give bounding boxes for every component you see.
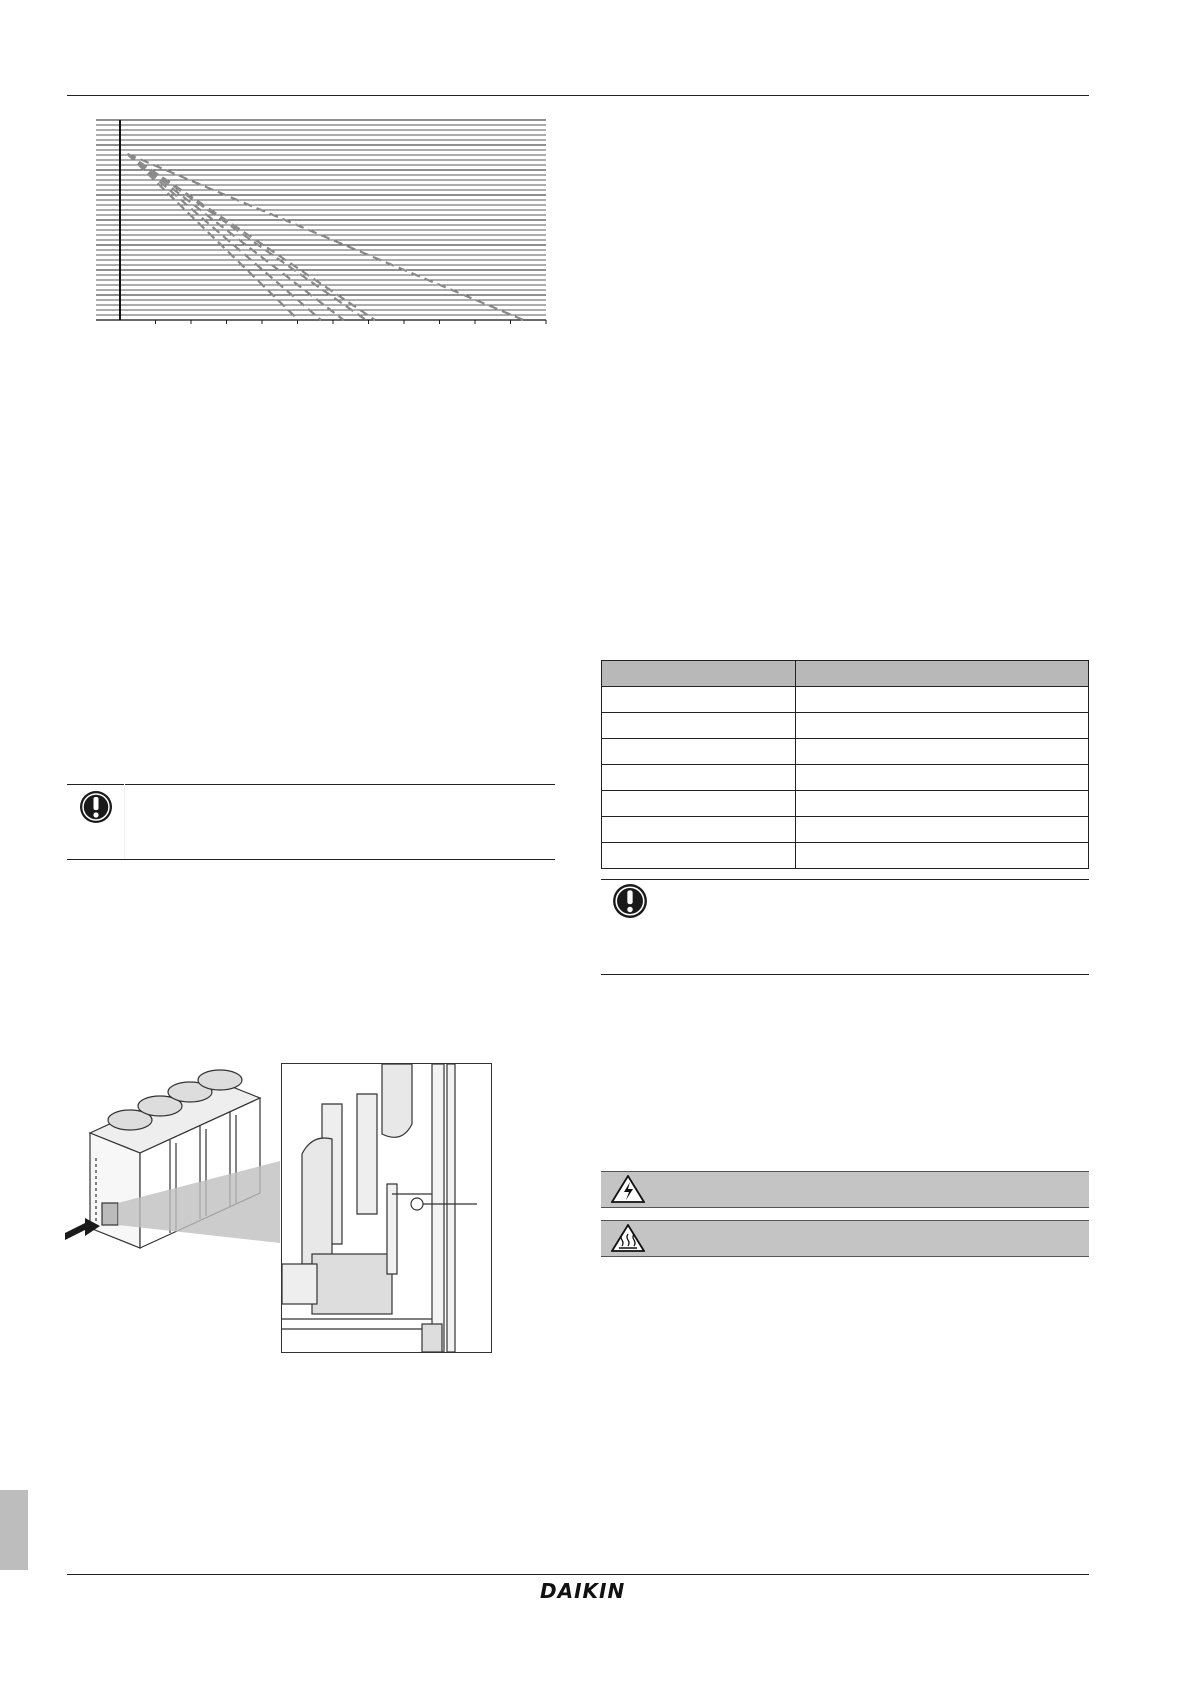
- table-header-cell: [602, 661, 796, 687]
- table-cell: [602, 687, 796, 713]
- notice-bottom-rule: [67, 859, 555, 860]
- table-row: [602, 843, 1089, 869]
- unit-illustration: [60, 1058, 280, 1263]
- table-cell: [602, 765, 796, 791]
- table-cell: [796, 791, 1089, 817]
- table-cell: [602, 791, 796, 817]
- table-cell: [602, 739, 796, 765]
- electric-shock-warning-icon: [611, 1175, 645, 1208]
- table-row: [602, 739, 1089, 765]
- exclamation-circle-icon: [612, 883, 648, 924]
- table-row: [602, 687, 1089, 713]
- table-cell: [602, 713, 796, 739]
- table-row: [602, 765, 1089, 791]
- table-cell: [602, 817, 796, 843]
- exclamation-circle-icon: [79, 790, 113, 829]
- daikin-logo: DAIKIN: [540, 1579, 626, 1603]
- footer-rule: [67, 1574, 1089, 1575]
- table-row: [602, 791, 1089, 817]
- notice-bottom-rule: [601, 974, 1089, 975]
- chart: [92, 118, 550, 328]
- table-cell: [796, 739, 1089, 765]
- table-cell: [796, 765, 1089, 791]
- table-header-row: [602, 661, 1089, 687]
- table-header-cell: [796, 661, 1089, 687]
- notice-top-rule: [601, 879, 1089, 880]
- notice-divider: [124, 784, 125, 860]
- notice-top-rule: [67, 784, 555, 785]
- spec-table: [601, 660, 1089, 869]
- table-cell: [796, 817, 1089, 843]
- table-row: [602, 713, 1089, 739]
- table-cell: [796, 713, 1089, 739]
- table-cell: [602, 843, 796, 869]
- table-row: [602, 817, 1089, 843]
- table-cell: [796, 843, 1089, 869]
- header-rule: [67, 95, 1089, 96]
- pipe-detail-inset: [281, 1063, 492, 1353]
- electric-warning-bar: [601, 1171, 1089, 1208]
- hot-surface-warning-bar: [601, 1220, 1089, 1257]
- language-side-tab: [0, 1490, 28, 1570]
- hot-surface-warning-icon: [611, 1224, 645, 1257]
- table-cell: [796, 687, 1089, 713]
